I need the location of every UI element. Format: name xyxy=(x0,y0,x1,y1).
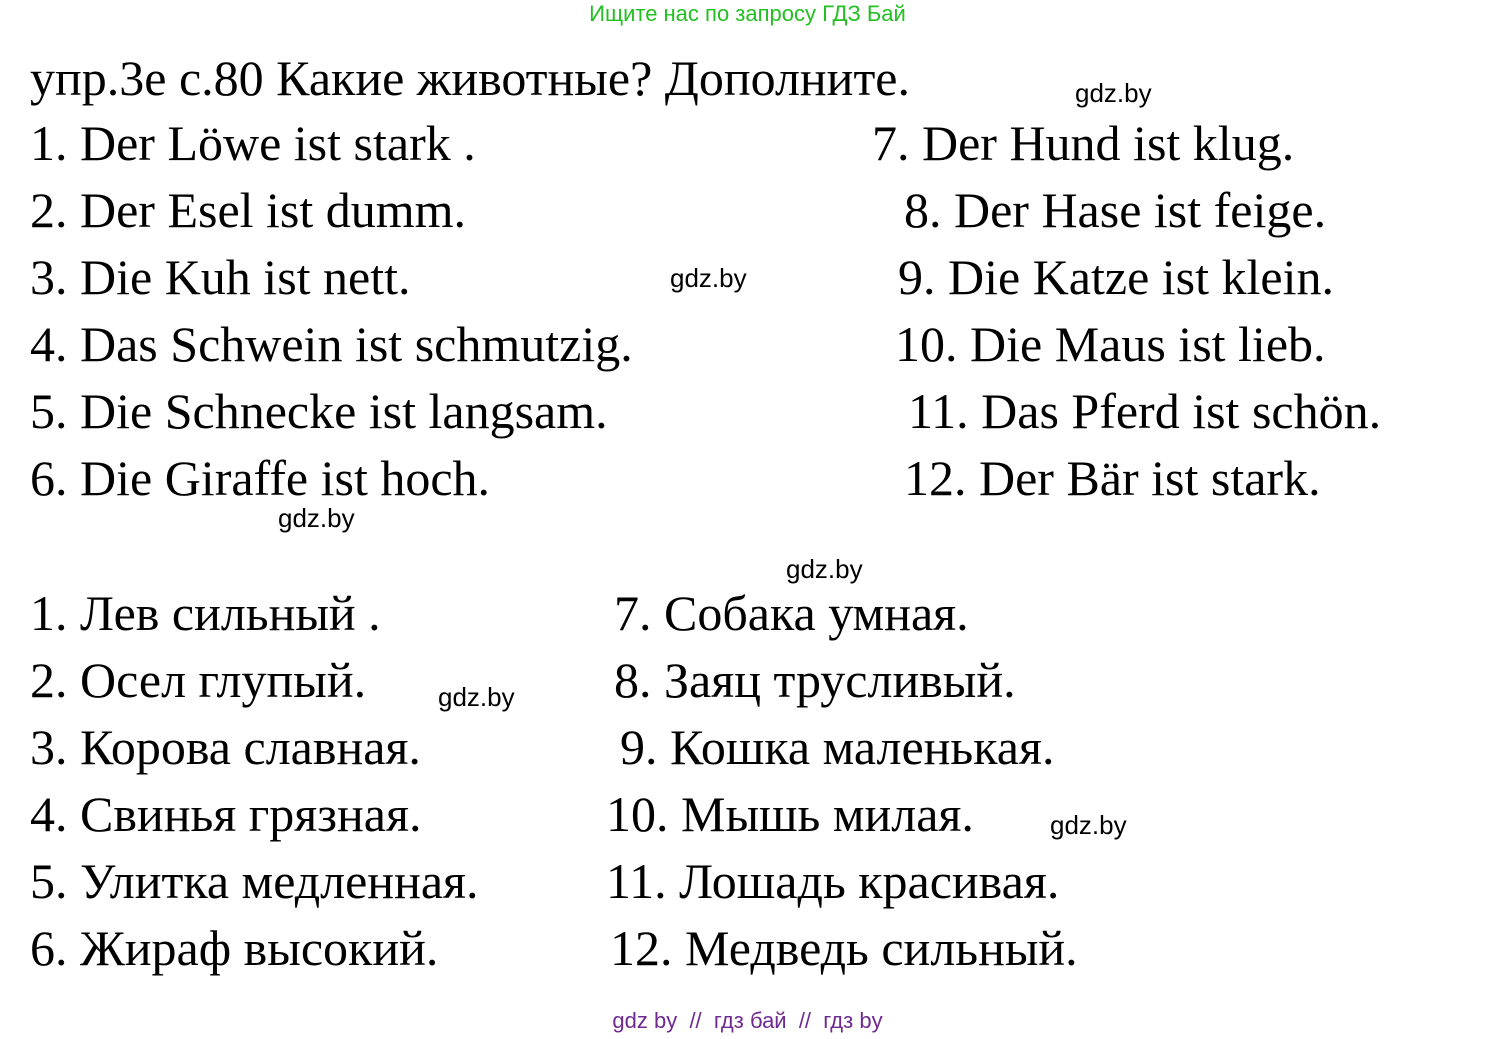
watermark: gdz.by xyxy=(1050,810,1127,840)
russian-sentence-2: 2. Осел глупый. xyxy=(30,652,367,708)
russian-sentence-5: 5. Улитка медленная. xyxy=(30,853,479,909)
german-sentence-11: 11. Das Pferd ist schön. xyxy=(908,383,1382,439)
russian-sentence-8: 8. Заяц трусливый. xyxy=(614,652,1016,708)
german-sentence-3: 3. Die Kuh ist nett. xyxy=(30,249,411,305)
german-sentence-9: 9. Die Katze ist klein. xyxy=(898,249,1334,305)
russian-sentence-6: 6. Жираф высокий. xyxy=(30,920,439,976)
russian-sentence-12: 12. Медведь сильный. xyxy=(610,920,1078,976)
german-sentence-10: 10. Die Maus ist lieb. xyxy=(895,316,1326,372)
german-sentence-1: 1. Der Löwe ist stark . xyxy=(30,115,476,171)
watermark: gdz.by xyxy=(438,682,515,712)
top-banner: Ищите нас по запросу ГДЗ Бай xyxy=(589,1,906,26)
russian-sentence-10: 10. Мышь милая. xyxy=(606,786,974,842)
exercise-title: упр.3е с.80 Какие животные? Дополните. xyxy=(30,50,910,106)
german-sentence-8: 8. Der Hase ist feige. xyxy=(904,182,1327,238)
watermark: gdz.by xyxy=(786,554,863,584)
russian-sentence-1: 1. Лев сильный . xyxy=(30,585,381,641)
russian-sentence-3: 3. Корова славная. xyxy=(30,719,421,775)
german-sentence-12: 12. Der Bär ist stark. xyxy=(904,450,1321,506)
footer-links: gdz by // гдз бай // гдз by xyxy=(612,1008,883,1033)
watermark: gdz.by xyxy=(1075,78,1152,108)
russian-sentence-9: 9. Кошка маленькая. xyxy=(620,719,1055,775)
russian-sentence-7: 7. Собака умная. xyxy=(614,585,969,641)
german-sentence-6: 6. Die Giraffe ist hoch. xyxy=(30,450,491,506)
watermark: gdz.by xyxy=(278,503,355,533)
german-sentence-7: 7. Der Hund ist klug. xyxy=(872,115,1295,171)
russian-sentence-4: 4. Свинья грязная. xyxy=(30,786,422,842)
watermark: gdz.by xyxy=(670,263,747,293)
german-sentence-2: 2. Der Esel ist dumm. xyxy=(30,182,467,238)
russian-sentence-11: 11. Лошадь красивая. xyxy=(606,853,1060,909)
german-sentence-5: 5. Die Schnecke ist langsam. xyxy=(30,383,608,439)
german-sentence-4: 4. Das Schwein ist schmutzig. xyxy=(30,316,633,372)
